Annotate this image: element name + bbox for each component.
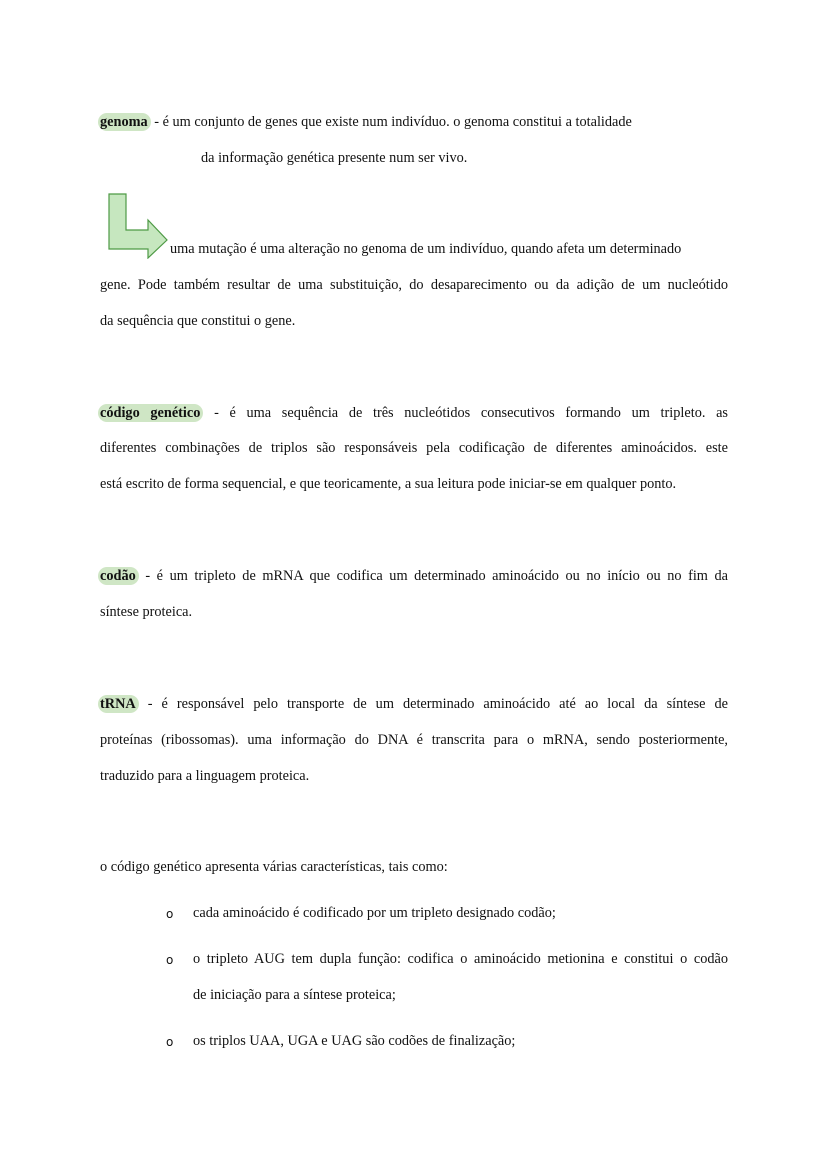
genoma-paragraph-line-1	[100, 112, 632, 132]
genoma-definition-line-1: - é um conjunto de genes que existe num indivíduo. o genoma constitui a totalidade	[150, 114, 632, 130]
characteristic-item-2-line-1: o tripleto AUG tem dupla função: codifica o aminoácido metionina e constitui o codão	[193, 951, 728, 967]
bullet-marker: o	[166, 1035, 174, 1049]
characteristics-intro: o código genético apresenta várias características, tais como:	[100, 859, 448, 875]
genetic-code-line-1	[100, 403, 728, 423]
trna-line-3: traduzido para a linguagem proteica.	[100, 768, 310, 784]
turn-right-arrow-icon	[106, 193, 170, 259]
genetic-code-term: código genético	[98, 404, 203, 422]
codon-line-1	[100, 566, 728, 586]
codon-line-2: síntese proteica.	[100, 604, 193, 620]
characteristic-item-2-line-2: de iniciação para a síntese proteica;	[193, 987, 396, 1003]
genetic-code-line-2: diferentes combinações de triplos são responsáveis pela codificação de diferentes aminoácidos. este	[100, 440, 728, 456]
bullet-marker: o	[166, 907, 174, 921]
trna-definition-line-1: - é responsável pelo transporte de um determinado aminoácido até ao local da síntese de	[138, 696, 728, 712]
genoma-term: genoma	[98, 113, 151, 131]
bullet-marker: o	[166, 953, 174, 967]
mutation-line-3: da sequência que constitui o gene.	[100, 313, 296, 329]
codon-term: codão	[98, 567, 139, 585]
characteristic-item-1: cada aminoácido é codificado por um tripleto designado codão;	[193, 905, 556, 921]
trna-line-2: proteínas (ribossomas). uma informação do DNA é transcrita para o mRNA, sendo posteriormente,	[100, 732, 728, 748]
genetic-code-line-3: está escrito de forma sequencial, e que teoricamente, a sua leitura pode iniciar-se em qualquer ponto.	[100, 476, 677, 492]
trna-line-1	[100, 694, 728, 714]
genoma-definition-line-2: da informação genética presente num ser vivo.	[201, 150, 468, 166]
mutation-line-2: gene. Pode também resultar de uma substituição, do desaparecimento ou da adição de um nucleótido	[100, 277, 728, 293]
characteristic-item-3: os triplos UAA, UGA e UAG são codões de finalização;	[193, 1033, 516, 1049]
genetic-code-definition-line-1: - é uma sequência de três nucleótidos consecutivos formando um tripleto. as	[203, 405, 728, 421]
trna-term: tRNA	[98, 695, 139, 713]
mutation-line-1: uma mutação é uma alteração no genoma de um indivíduo, quando afeta um determinado	[170, 241, 682, 257]
codon-definition-line-1: - é um tripleto de mRNA que codifica um determinado aminoácido ou no início ou no fim da	[138, 568, 728, 584]
